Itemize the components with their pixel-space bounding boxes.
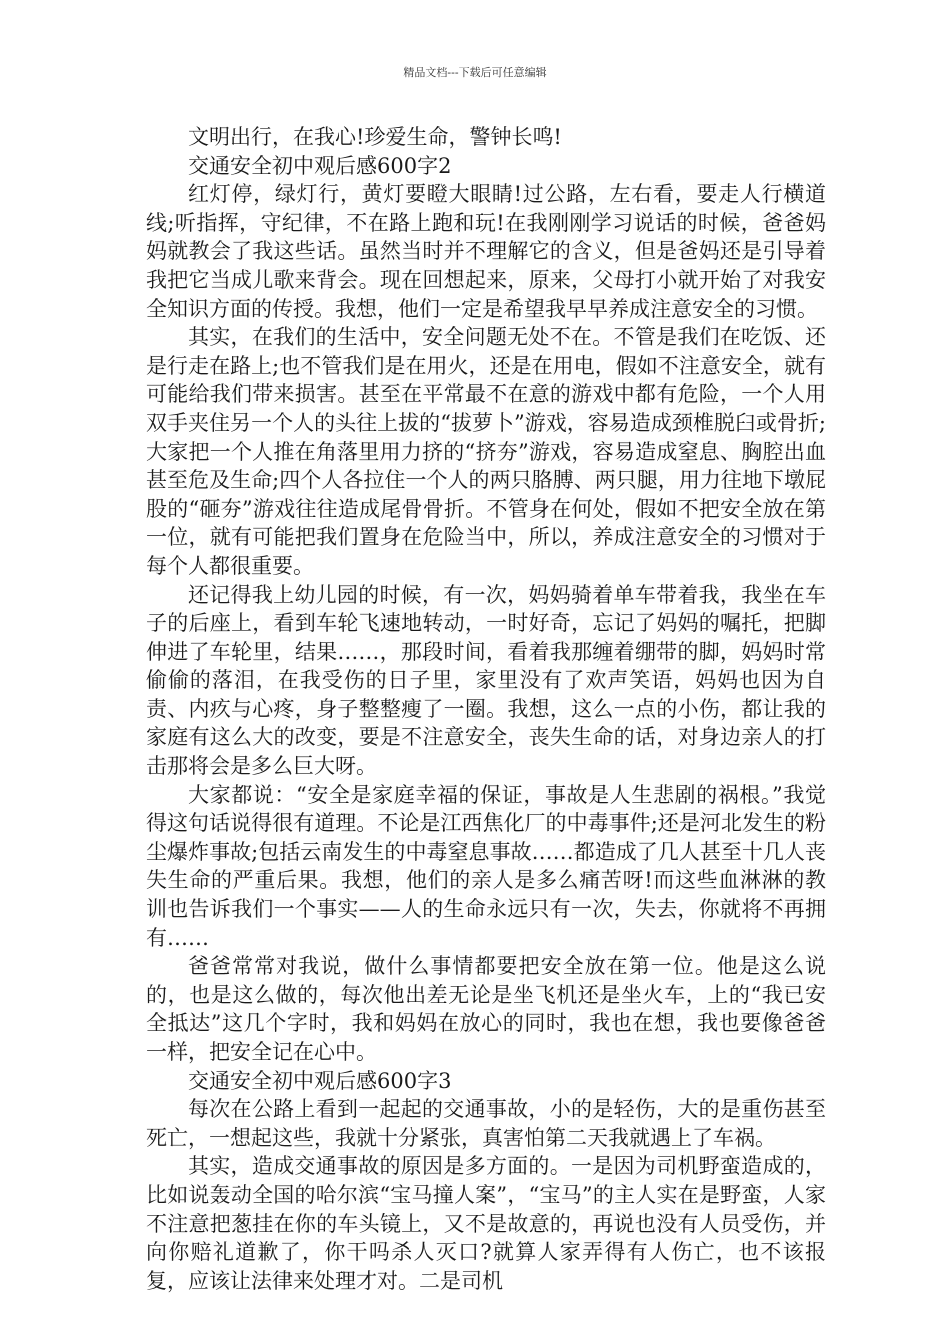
paragraph: 还记得我上幼儿园的时候，有一次，妈妈骑着单车带着我，我坐在车子的后座上，看到车轮飞速地转动，一时好奇，忘记了妈妈的嘱托，把脚伸进了车轮里，结果……，那段时间，看着我那缠着绷带的脚，妈妈时常偷偷的落泪，在我受伤的日子里，家里没有了欢声笑语，妈妈也因为自责、内疚与心疼，身子整整瘦了一圈。我想，这么一点的小伤，都让我的家庭有这么大的改变，要是不注意安全，丧失生命的话，对身边亲人的打击那将会是多么巨大呀。 [146,582,826,779]
document-body [146,123,826,1295]
paragraph: 大家都说：“安全是家庭幸福的保证，事故是人生悲剧的祸根。”我觉得这句话说得很有道理。不论是江西焦化厂的中毒事件;还是河北发生的粉尘爆炸事故;包括云南发生的中毒窒息事故……都造成了几人甚至十几人丧失生命的严重后果。我想，他们的亲人是多么痛苦呀!而这些血淋淋的教训也告诉我们一个事实——人的生命永远只有一次，失去，你就将不再拥有…… [146,782,826,950]
paragraph: 每次在公路上看到一起起的交通事故，小的是轻伤，大的是重伤甚至死亡，一想起这些，我就十分紧张，真害怕第二天我就遇上了车祸。 [146,1097,826,1150]
section-title-2: 交通安全初中观后感600字2 [188,153,452,178]
paragraph-slogan: 文明出行，在我心!珍爱生命，警钟长鸣! [188,125,562,149]
paragraph: 其实，造成交通事故的原因是多方面的。一是因为司机野蛮造成的，比如说轰动全国的哈尔滨“宝马撞人案”，“宝马”的主人实在是野蛮，人家不注意把葱挂在你的车头镜上，又不是故意的，再说也没有人员受伤，并向你赔礼道歉了，你干吗杀人灭口?就算人家弄得有人伤亡，也不该报复，应该让法律来处理才对。二是司机 [146,1154,826,1293]
paragraph: 其实，在我们的生活中，安全问题无处不在。不管是我们在吃饭、还是行走在路上;也不管我们是在用火，还是在用电，假如不注意安全，就有可能给我们带来损害。甚至在平常最不在意的游戏中都有危险，一个人用双手夹住另一个人的头往上拔的“拔萝卜”游戏，容易造成颈椎脱臼或骨折;大家把一个人推在角落里用力挤的“挤夯”游戏，容易造成窒息、胸腔出血甚至危及生命;四个人各拉住一个人的两只胳膊、两只腿，用力往地下墩屁股的“砸夯”游戏往往造成尾骨骨折。不管身在何处，假如不把安全放在第一位，就有可能把我们置身在危险当中，所以，养成注意安全的习惯对于每个人都很重要。 [146,325,826,578]
page-header: 精品文档---下载后可任意编辑 [403,66,547,79]
paragraph: 红灯停，绿灯行，黄灯要瞪大眼睛!过公路，左右看，要走人行横道线;听指挥，守纪律，不在路上跑和玩!在我刚刚学习说话的时候，爸爸妈妈就教会了我这些话。虽然当时并不理解它的含义，但是爸妈还是引导着我把它当成儿歌来背会。现在回想起来，原来，父母打小就开始了对我安全知识方面的传授。我想，他们一定是希望我早早养成注意安全的习惯。 [146,182,826,321]
paragraph: 爸爸常常对我说，做什么事情都要把安全放在第一位。他是这么说的，也是这么做的，每次他出差无论是坐飞机还是坐火车，上的“我已安全抵达”这几个字时，我和妈妈在放心的同时，我也在想，我也要像爸爸一样，把安全记在心中。 [146,954,826,1064]
section-title-3: 交通安全初中观后感600字3 [188,1068,452,1093]
